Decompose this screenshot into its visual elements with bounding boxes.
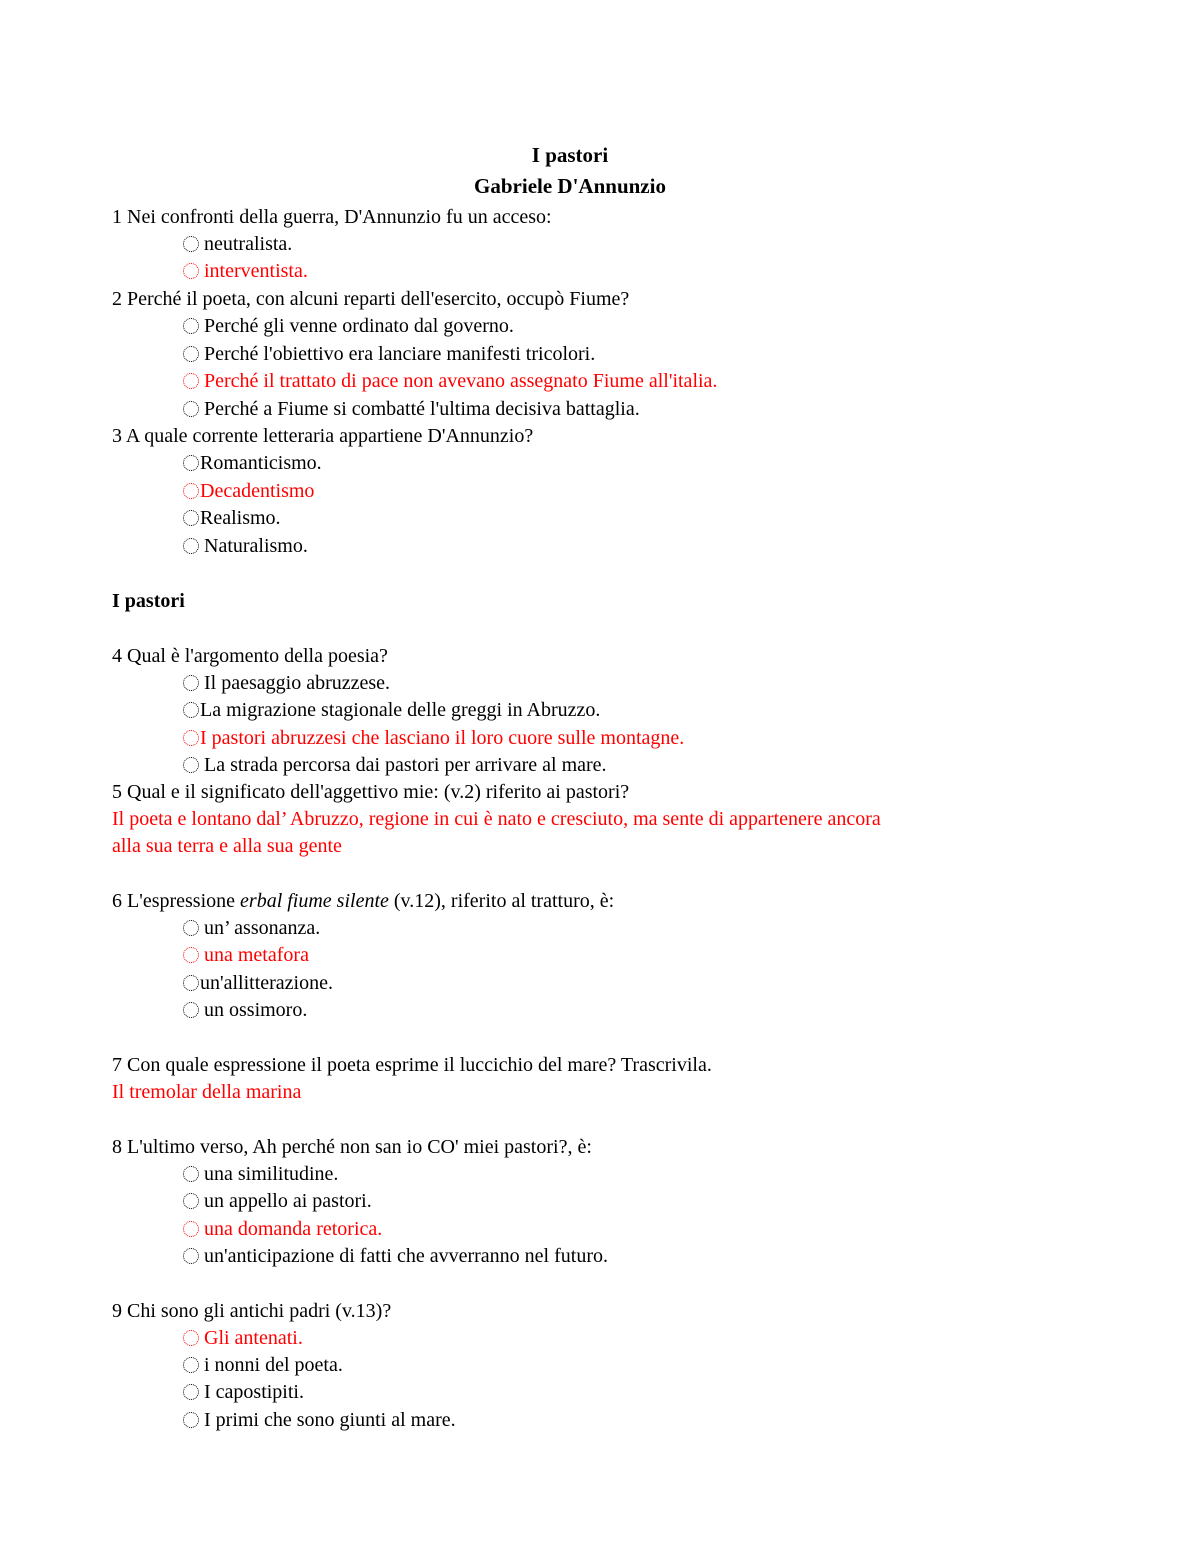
radio-circle-icon (183, 1384, 199, 1400)
option: Perché gli venne ordinato dal governo. (183, 313, 514, 339)
question-9: 9 Chi sono gli antichi padri (v.13)? (112, 1300, 392, 1322)
question-7: 7 Con quale espressione il poeta esprime il luccichio del mare? Trascrivila. (112, 1054, 712, 1076)
option-correct: I pastori abruzzesi che lasciano il loro cuore sulle montagne. (183, 725, 684, 751)
question-6: 6 L'espressione erbal fiume silente (v.12), riferito al tratturo, è: (112, 890, 615, 912)
radio-circle-icon (183, 947, 199, 963)
answer-text: Il tremolar della marina (112, 1081, 302, 1103)
radio-circle-icon (183, 1166, 199, 1182)
option: I primi che sono giunti al mare. (183, 1407, 456, 1433)
document-title: I pastori (531, 143, 609, 167)
answer-text: alla sua terra e alla sua gente (112, 835, 342, 857)
option: un'allitterazione. (183, 970, 333, 996)
answer-text: Il poeta e lontano dal’ Abruzzo, regione in cui è nato e cresciuto, ma sente di appartenere ancora (112, 808, 881, 830)
option: I capostipiti. (183, 1379, 304, 1405)
option: Il paesaggio abruzzese. (183, 670, 390, 696)
radio-circle-icon (183, 975, 199, 991)
option-correct: una domanda retorica. (183, 1216, 382, 1242)
question-8: 8 L'ultimo verso, Ah perché non san io CO' miei pastori?, è: (112, 1136, 592, 1158)
radio-circle-icon (183, 483, 199, 499)
radio-circle-icon (183, 702, 199, 718)
radio-circle-icon (183, 1221, 199, 1237)
radio-circle-icon (183, 730, 199, 746)
radio-circle-icon (183, 1248, 199, 1264)
radio-circle-icon (183, 675, 199, 691)
option: i nonni del poeta. (183, 1352, 343, 1378)
radio-circle-icon (183, 1002, 199, 1018)
radio-circle-icon (183, 1357, 199, 1373)
radio-circle-icon (183, 455, 199, 471)
option-correct: Decadentismo (183, 478, 314, 504)
radio-circle-icon (183, 236, 199, 252)
option: Naturalismo. (183, 533, 308, 559)
radio-circle-icon (183, 510, 199, 526)
question-1: 1 Nei confronti della guerra, D'Annunzio fu un acceso: (112, 206, 552, 228)
option: un'anticipazione di fatti che avverranno nel futuro. (183, 1243, 608, 1269)
option: un appello ai pastori. (183, 1188, 372, 1214)
option: un’ assonanza. (183, 915, 320, 941)
question-4: 4 Qual è l'argomento della poesia? (112, 645, 388, 667)
question-2: 2 Perché il poeta, con alcuni reparti dell'esercito, occupò Fiume? (112, 288, 630, 310)
option: un ossimoro. (183, 997, 307, 1023)
option-correct: Gli antenati. (183, 1325, 303, 1351)
radio-circle-icon (183, 401, 199, 417)
option: neutralista. (183, 231, 292, 257)
radio-circle-icon (183, 757, 199, 773)
question-3: 3 A quale corrente letteraria appartiene D'Annunzio? (112, 425, 534, 447)
radio-circle-icon (183, 1330, 199, 1346)
option-correct: interventista. (183, 258, 308, 284)
radio-circle-icon (183, 346, 199, 362)
option-correct: una metafora (183, 942, 309, 968)
option: una similitudine. (183, 1161, 338, 1187)
option-correct: Perché il trattato di pace non avevano assegnato Fiume all'italia. (183, 368, 717, 394)
radio-circle-icon (183, 920, 199, 936)
question-5: 5 Qual e il significato dell'aggettivo mie: (v.2) riferito ai pastori? (112, 781, 630, 803)
radio-circle-icon (183, 318, 199, 334)
document-author: Gabriele D'Annunzio (474, 174, 666, 198)
option: Romanticismo. (183, 450, 322, 476)
section-heading: I pastori (112, 590, 185, 612)
option: Perché a Fiume si combatté l'ultima decisiva battaglia. (183, 396, 640, 422)
option: La migrazione stagionale delle greggi in Abruzzo. (183, 697, 600, 723)
radio-circle-icon (183, 263, 199, 279)
radio-circle-icon (183, 373, 199, 389)
radio-circle-icon (183, 1193, 199, 1209)
option: La strada percorsa dai pastori per arrivare al mare. (183, 752, 607, 778)
radio-circle-icon (183, 538, 199, 554)
radio-circle-icon (183, 1412, 199, 1428)
option: Realismo. (183, 505, 281, 531)
option: Perché l'obiettivo era lanciare manifesti tricolori. (183, 341, 595, 367)
